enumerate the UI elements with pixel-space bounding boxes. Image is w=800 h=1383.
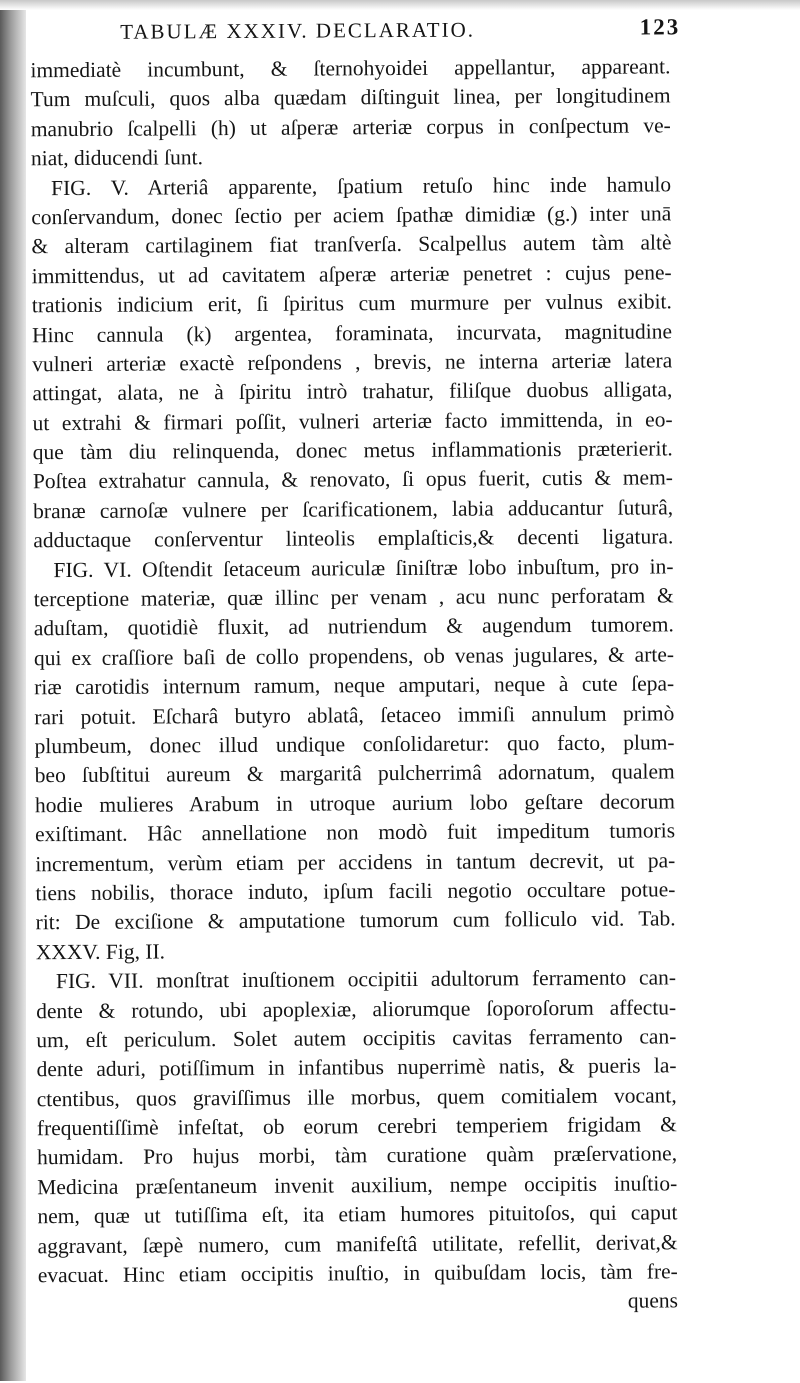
text-line: vulneri arteriæ exactè reſpondens , brevis, ne interna arteriæ latera — [32, 348, 673, 377]
text-line: beo ſubſtitui aureum & margaritâ pulcherrimâ adornatum, qualem — [34, 759, 675, 788]
text-line: trationis indicium erit, ſi ſpiritus cum murmure per vulnus exibit. — [31, 289, 672, 318]
text-line: hodie mulieres Arabum in utroque aurium lobo geſtare decorum — [34, 789, 675, 818]
text-line: incrementum, verùm etiam per accidens in tantum decrevit, ut pa- — [35, 847, 676, 876]
text-line: Tum muſculi, quos alba quædam diſtinguit linea, per longitudinem — [30, 83, 671, 112]
text-line: frequentiſſimè infeſtat, ob eorum cerebri temperiem frigidam & — [36, 1112, 677, 1141]
text-line: exiſtimant. Hâc annellatione non modò fuit impeditum tumoris — [35, 818, 676, 847]
text-line: immittendus, ut ad cavitatem aſperæ arteriæ penetret : cujus pene- — [31, 260, 672, 288]
text-line: que tàm diu relinquenda, donec metus inflammationis præterierit. — [32, 436, 673, 465]
text-line: aggravant, ſæpè numero, cum manifeſtâ utilitate, refellit, derivat,& — [37, 1229, 678, 1258]
text-line: attingat, alata, ne à ſpiritu intrò trahatur, filiſque duobus alligata, — [32, 377, 673, 406]
text-line: dente & rotundo, ubi apoplexiæ, aliorumque ſoporoſorum affectu- — [36, 994, 677, 1023]
body-text — [30, 52, 678, 1320]
text-line: tiens nobilis, thorace induto, ipſum facili negotio occultare potue- — [35, 877, 676, 906]
text-line: dente aduri, potiſſimum in infantibus nuperrimè natis, & pueris la- — [36, 1053, 677, 1082]
text-line: FIG. VII. monſtrat inuſtionem occipitii adultorum ferramento can- — [55, 965, 677, 994]
text-line: branæ carnoſæ vulnere per ſcarificationem, labia adducantur ſuturâ, — [33, 495, 674, 524]
text-line: ut extrahi & firmari poſſit, vulneri arteriæ facto immittenda, in eo- — [32, 407, 673, 435]
text-line: manubrio ſcalpelli (h) ut aſperæ arteriæ corpus in conſpectum ve- — [30, 113, 671, 142]
text-line: Medicina præſentaneum invenit auxilium, nempe occipitis inuſtio- — [37, 1171, 678, 1200]
text-line: evacuat. Hinc etiam occipitis inuſtio, in quibuſdam locis, tàm fre- — [37, 1259, 678, 1288]
text-line: humidam. Pro hujus morbi, tàm curatione quàm præſervatione, — [36, 1141, 678, 1170]
text-line: rit: De exciſione & amputatione tumorum cum folliculo vid. Tab. — [35, 906, 676, 935]
text-line: Poſtea extrahatur cannula, & renovato, ſi opus fuerit, cutis & mem- — [32, 465, 673, 494]
text-line: Hinc cannula (k) argentea, foraminata, incurvata, magnitudine — [31, 318, 673, 347]
text-line: um, eſt periculum. Solet autem occipitis cavitas ferramento can- — [36, 1024, 677, 1053]
text-line: ctentibus, quos graviſſimus ille morbus, quem comitialem vocant, — [36, 1083, 677, 1111]
text-line: rari potuit. Eſcharâ butyro ablatâ, ſetaceo immiſi annulum primò — [34, 700, 675, 729]
running-header — [120, 10, 680, 49]
text-line: terceptione materiæ, quæ illinc per venam , acu nunc perforatam & — [33, 583, 674, 612]
catchword: quens — [627, 1288, 679, 1314]
text-line: riæ carotidis internum ramum, neque amputari, neque à cute ſepa- — [34, 671, 675, 700]
text-line: niat, diducendi ſunt. — [30, 145, 203, 171]
text-line: nem, quæ ut tutiſſima eſt, ita etiam humores pituitoſos, qui caput — [37, 1200, 678, 1229]
text-line: XXXV. Fig, II. — [35, 939, 166, 964]
text-line: plumbeum, donec illud undique conſolidaretur: quo facto, plum- — [34, 730, 675, 759]
text-line: immediatè incumbunt, & ſternohyoidei appellantur, appareant. — [30, 54, 671, 83]
text-line: & alteram cartilaginem fiat tranſverſa. Scalpellus autem tàm altè — [31, 230, 672, 259]
page-number: 123 — [639, 14, 681, 40]
text-line: qui ex craſſiore baſi de collo propendens, ob venas jugulares, & arte- — [33, 642, 675, 671]
text-line: conſervandum, donec ſectio per aciem ſpathæ dimidiæ (g.) inter unā — [31, 201, 672, 230]
running-title: TABULÆ XXXIV. DECLARATIO. — [120, 17, 476, 44]
text-line: FIG. V. Arteriâ apparente, ſpatium retuſo hinc inde hamulo — [51, 171, 672, 200]
text-line: FIG. VI. Oſtendit ſetaceum auriculæ ſiniſtræ lobo inbuſtum, pro in- — [53, 553, 674, 582]
text-line: aduſtam, quotidiè fluxit, ad nutriendum & augendum tumorem. — [33, 612, 674, 641]
text-line: adductaque conſerventur linteolis emplaſticis,& decenti ligatura. — [33, 524, 674, 553]
